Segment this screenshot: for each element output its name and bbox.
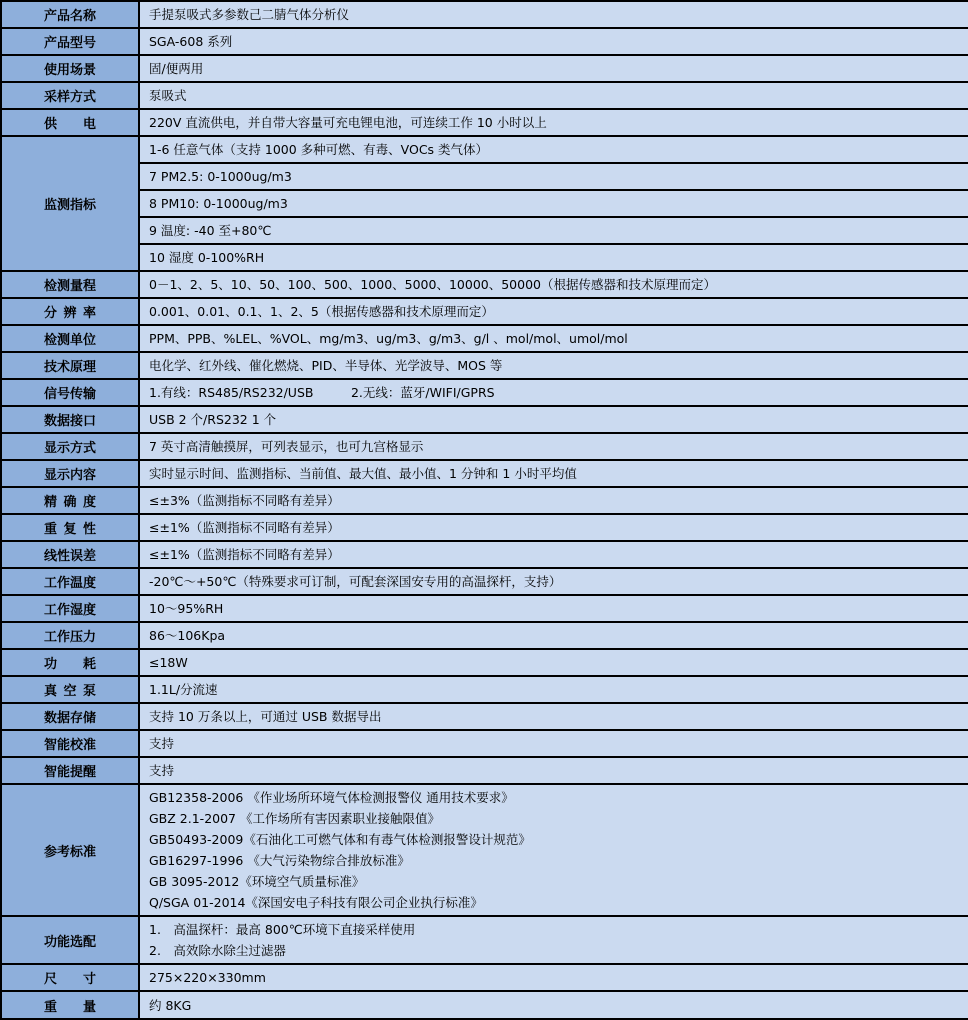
spec-label-usage-scene: 使用场景 [1,55,139,82]
table-row [1,649,968,676]
spec-label-product-name: 产品名称 [1,1,139,28]
table-row [1,676,968,703]
spec-value-repeatability: ≤±1%（监测指标不同略有差异） [139,514,968,541]
spec-label-units: 检测单位 [1,325,139,352]
table-row [1,1,968,28]
spec-value-data-interface: USB 2 个/RS232 1 个 [139,406,968,433]
spec-value-data-storage: 支持 10 万条以上，可通过 USB 数据导出 [139,703,968,730]
spec-label-reference-standards: 参考标准 [1,784,139,916]
spec-value-monitor-item: 7 PM2.5: 0-1000ug/m3 [139,163,968,190]
spec-label-work-temp: 工作温度 [1,568,139,595]
spec-value-smart-reminder: 支持 [139,757,968,784]
standard-line: GBZ 2.1-2007 《工作场所有害因素职业接触限值》 [149,811,440,826]
spec-label-work-pressure: 工作压力 [1,622,139,649]
standard-line: GB 3095-2012《环境空气质量标准》 [149,874,365,889]
spec-label-accuracy: 精 确 度 [1,487,139,514]
option-line: 2. 高效除水除尘过滤器 [149,943,286,958]
spec-value-accuracy: ≤±3%（监测指标不同略有差异） [139,487,968,514]
table-row [1,406,968,433]
option-line: 1. 高温探杆：最高 800℃环境下直接采样使用 [149,922,416,937]
standard-line: Q/SGA 01-2014《深国安电子科技有限公司企业执行标准》 [149,895,483,910]
spec-label-optional-functions: 功能选配 [1,916,139,964]
table-row [1,28,968,55]
spec-value-product-name: 手提泵吸式多参数己二腈气体分析仪 [139,1,968,28]
spec-value-smart-calibration: 支持 [139,730,968,757]
spec-label-power: 供 电 [1,109,139,136]
table-row [1,541,968,568]
table-row [1,379,968,406]
table-row [1,568,968,595]
table-row [1,325,968,352]
spec-label-data-interface: 数据接口 [1,406,139,433]
table-row [1,730,968,757]
spec-value-reference-standards [139,784,968,916]
table-row [1,487,968,514]
spec-label-linearity: 线性误差 [1,541,139,568]
spec-label-display-content: 显示内容 [1,460,139,487]
spec-value-power: 220V 直流供电，并自带大容量可充电锂电池，可连续工作 10 小时以上 [139,109,968,136]
standard-line: GB12358-2006 《作业场所环境气体检测报警仪 通用技术要求》 [149,790,514,805]
spec-label-power-consumption: 功 耗 [1,649,139,676]
table-row [1,514,968,541]
standard-line: GB50493-2009《石油化工可燃气体和有毒气体检测报警设计规范》 [149,832,531,847]
spec-value-optional-functions [139,916,968,964]
spec-value-power-consumption: ≤18W [139,649,968,676]
spec-label-resolution: 分 辨 率 [1,298,139,325]
table-row [1,352,968,379]
table-row [1,271,968,298]
table-row [1,55,968,82]
spec-value-sampling: 泵吸式 [139,82,968,109]
spec-value-dimensions: 275×220×330mm [139,964,968,991]
table-row [1,244,968,271]
spec-value-vacuum-pump: 1.1L/分流速 [139,676,968,703]
table-row [1,784,968,916]
table-row [1,109,968,136]
spec-value-display-content: 实时显示时间、监测指标、当前值、最大值、最小值、1 分钟和 1 小时平均值 [139,460,968,487]
spec-label-monitor-indicators: 监测指标 [1,136,139,271]
table-row [1,991,968,1019]
table-row [1,190,968,217]
spec-value-resolution: 0.001、0.01、0.1、1、2、5（根据传感器和技术原理而定） [139,298,968,325]
spec-value-work-temp: -20℃～+50℃（特殊要求可订制，可配套深国安专用的高温探杆，支持） [139,568,968,595]
table-row [1,595,968,622]
table-row [1,964,968,991]
spec-value-monitor-item: 10 湿度 0-100%RH [139,244,968,271]
spec-label-repeatability: 重 复 性 [1,514,139,541]
spec-value-work-humidity: 10～95%RH [139,595,968,622]
table-row [1,298,968,325]
table-row [1,136,968,163]
spec-value-usage-scene: 固/便两用 [139,55,968,82]
spec-value-monitor-item: 9 温度: -40 至+80℃ [139,217,968,244]
spec-label-signal: 信号传输 [1,379,139,406]
spec-label-dimensions: 尺 寸 [1,964,139,991]
standard-line: GB16297-1996 《大气污染物综合排放标准》 [149,853,410,868]
spec-value-principle: 电化学、红外线、催化燃烧、PID、半导体、光学波导、MOS 等 [139,352,968,379]
spec-label-vacuum-pump: 真 空 泵 [1,676,139,703]
table-row [1,460,968,487]
spec-label-principle: 技术原理 [1,352,139,379]
spec-value-monitor-item: 8 PM10: 0-1000ug/m3 [139,190,968,217]
table-row [1,916,968,964]
spec-value-display-mode: 7 英寸高清触摸屏，可列表显示，也可九宫格显示 [139,433,968,460]
spec-label-work-humidity: 工作湿度 [1,595,139,622]
spec-value-weight: 约 8KG [139,991,968,1019]
spec-label-data-storage: 数据存储 [1,703,139,730]
table-row [1,163,968,190]
table-row [1,433,968,460]
table-row [1,622,968,649]
table-row [1,82,968,109]
spec-value-model: SGA-608 系列 [139,28,968,55]
spec-label-display-mode: 显示方式 [1,433,139,460]
spec-label-model: 产品型号 [1,28,139,55]
spec-label-smart-reminder: 智能提醒 [1,757,139,784]
spec-value-monitor-item: 1-6 任意气体（支持 1000 多种可燃、有毒、VOCs 类气体） [139,136,968,163]
spec-label-range: 检测量程 [1,271,139,298]
spec-label-sampling: 采样方式 [1,82,139,109]
table-row [1,757,968,784]
spec-label-smart-calibration: 智能校准 [1,730,139,757]
spec-label-weight: 重 量 [1,991,139,1019]
spec-value-work-pressure: 86～106Kpa [139,622,968,649]
table-row [1,217,968,244]
spec-value-units: PPM、PPB、%LEL、%VOL、mg/m3、ug/m3、g/m3、g/l 、mol/mol、umol/mol [139,325,968,352]
spec-value-range: 0－1、2、5、10、50、100、500、1000、5000、10000、50000（根据传感器和技术原理而定） [139,271,968,298]
table-row [1,703,968,730]
spec-value-linearity: ≤±1%（监测指标不同略有差异） [139,541,968,568]
spec-value-signal: 1.有线：RS485/RS232/USB 2.无线：蓝牙/WIFI/GPRS [139,379,968,406]
